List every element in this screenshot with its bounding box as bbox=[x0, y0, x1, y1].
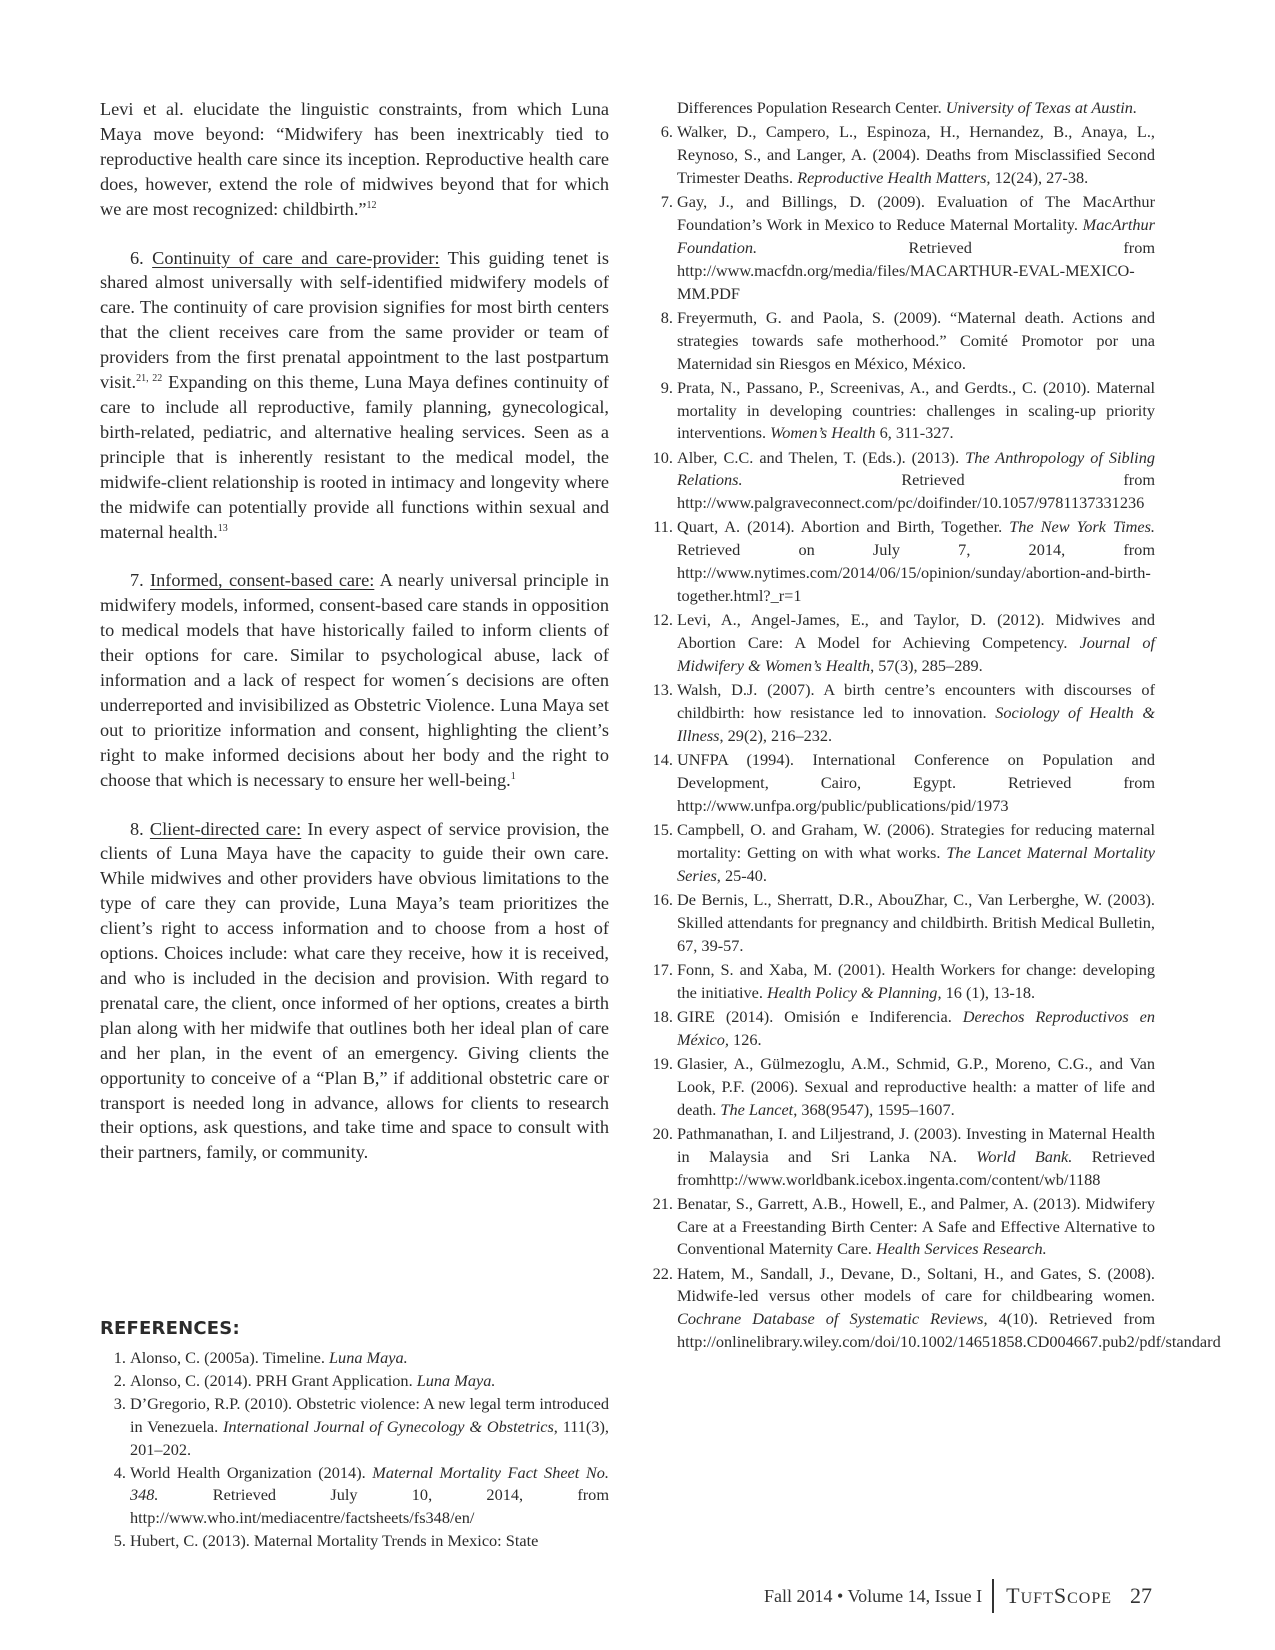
body-column bbox=[100, 97, 609, 1165]
paragraph-informed-consent: 7. Informed, consent-based care: A nearly universal principle in midwifery models, informed, consent-based care stands in opposition to medical models that have historically failed to inform clients of their options for care. Similar to psychological abuse, lack of information and a lack of respect for women´s decisions are often underreported and invisibilized as Obstetric Violence. Luna Maya set out to prioritize information and consent, highlighting the client’s right to make informed decisions about her body and the right to choose that which is necessary to ensure her well-being.$^1$ bbox=[100, 570, 609, 790]
reference-item: 10. Alber, C.C. and Thelen, T. (Eds.). (2013). The Anthropology of Sibling Relations. Retrieved from http://www.palgraveconnect.com/pc/doifinder/10.1057/9781137331236 bbox=[652, 447, 1155, 513]
reference-item: 15. Campbell, O. and Graham, W. (2006). Strategies for reducing maternal mortality: Getting on with what works. The Lancet Maternal Mortality Series, 25-40. bbox=[652, 819, 1155, 885]
reference-item: 3. D’Gregorio, R.P. (2010). Obstetric violence: A new legal term introduced in Venezuela. International Journal of Gynecology & Obstetrics, 111(3), 201–202. bbox=[113, 1393, 609, 1459]
reference-item: 16. De Bernis, L., Sherratt, D.R., AbouZhar, C., Van Lerberghe, W. (2003). Skilled attendants for pregnancy and childbirth. British Medical Bulletin, 67, 39-57. bbox=[652, 889, 1155, 955]
reference-item: 18. GIRE (2014). Omisión e Indiferencia. Derechos Reproductivos en México, 126. bbox=[652, 1006, 1155, 1049]
reference-item: 19. Glasier, A., Gülmezoglu, A.M., Schmid, G.P., Moreno, C.G., and Van Look, P.F. (2006). Sexual and reproductive health: a matter of life and death. The Lancet, 368(9547), 1595–1607. bbox=[652, 1053, 1155, 1119]
heading-continuity: Continuity of care and care-provider: bbox=[152, 247, 440, 268]
reference-item: 6. Walker, D., Campero, L., Espinoza, H., Hernandez, B., Anaya, L., Reynoso, S., and Langer, A. (2004). Deaths from Misclassified Second Trimester Deaths. Reproductive Health Matters, 12(24), 27-38. bbox=[660, 122, 1155, 187]
paragraph-client-directed: 8. Client-directed care: In every aspect of service provision, the clients of Luna Maya have the capacity to guide their own care. While midwives and other providers have obvious limitations to the type of care they can provide, Luna Maya’s team prioritizes the client’s right to access information and to choose from a host of options. Choices include: what care they receive, how it is received, and who is included in the decision and provision. With regard to prenatal care, the client, once informed of her options, creates a birth plan along with her midwife that outlines both her ideal plan of care and her plan, in the event of an emergency. Giving clients the opportunity to conceive of a “Plan B,” if additional obstetric care or transport is needed long in advance, allows for clients to research their options, ask questions, and take time and space to consult with their partners, family, or community. bbox=[100, 818, 609, 1163]
reference-item: 12. Levi, A., Angel-James, E., and Taylor, D. (2012). Midwives and Abortion Care: A Model for Achieving Competency. Journal of Midwifery & Women’s Health, 57(3), 285–289. bbox=[652, 610, 1155, 676]
reference-item: 9. Prata, N., Passano, P., Screenivas, A., and Gerdts., C. (2010). Maternal mortality in developing countries: challenges in scaling-up priority interventions. Women’s Health 6, 311-327. bbox=[660, 377, 1155, 443]
page-footer bbox=[600, 1576, 1152, 1616]
reference-list-right bbox=[649, 97, 1221, 1355]
paragraph-intro: Levi et al. elucidate the linguistic constraints, from which Luna Maya move beyond: “Midwifery has been inextricably tied to reproductive health care since its inception. Reproductive health care does, however, extend the role of midwives beyond that for which we are most recognized: childbirth.”$^{12}$ bbox=[100, 99, 609, 219]
footer-divider bbox=[992, 1579, 994, 1613]
paragraph-continuity: 6. Continuity of care and care-provider: This guiding tenet is shared almost universally with self-identified midwifery models of care. The continuity of care provision signifies for most birth centers that the client receives care from the same provider or team of providers from the first prenatal appointment to the last postpartum visit.$^{21, 22}$ Expanding on this theme, Luna Maya defines continuity of care to include all reproductive, family planning, gynecological, birth-related, pediatric, and alternative healing services. Seen as a principle that is inherently resistant to the medical model, the midwife-client relationship is rooted in intimacy and longevity where the midwife can potentially provide all functions within sexual and maternal health.$^{13}$ bbox=[100, 247, 610, 542]
reference-item: 17. Fonn, S. and Xaba, M. (2001). Health Workers for change: developing the initiative. Health Policy & Planning, 16 (1), 13-18. bbox=[652, 959, 1155, 1002]
references-heading: REFERENCES: bbox=[100, 1318, 240, 1339]
reference-item: 14. UNFPA (1994). International Conference on Population and Development, Cairo, Egypt. Retrieved from http://www.unfpa.org/public/publications/pid/1973 bbox=[652, 750, 1155, 815]
heading-client-directed: Client-directed care: bbox=[149, 818, 302, 839]
reference-item: 7. Gay, J., and Billings, D. (2009). Evaluation of The MacArthur Foundation’s Work in Mexico to Reduce Maternal Mortality. MacArthur Foundation. Retrieved from http://www.macfdn.org/media/files/MACARTHUR-EVAL-MEXICO-MM.PDF bbox=[660, 192, 1155, 303]
reference-item: 4. World Health Organization (2014). Maternal Mortality Fact Sheet No. 348. Retrieved July 10, 2014, from http://www.who.int/mediacentre/factsheets/fs348/en/ bbox=[113, 1462, 609, 1528]
reference-item: 11. Quart, A. (2014). Abortion and Birth, Together. The New York Times. Retrieved on July 7, 2014, from http://www.nytimes.com/2014/06/15/opinion/sunday/abortion-and-birth-together.html?_r=1 bbox=[653, 517, 1155, 606]
page-number: 27 bbox=[1130, 1583, 1152, 1608]
reference-item: 22. Hatem, M., Sandall, J., Devane, D., Soltani, H., and Gates, S. (2008). Midwife-led versus other models of care for childbearing women. Cochrane Database of Systematic Reviews, 4(10). Retrieved from http://onlinelibrary.wiley.com/doi/10.1002/14651858.CD004667.pub2/pdf/standard bbox=[652, 1263, 1221, 1352]
reference-item-continued: Differences Population Research Center. University of Texas at Austin. bbox=[677, 98, 1138, 117]
reference-item: 21. Benatar, S., Garrett, A.B., Howell, E., and Palmer, A. (2013). Midwifery Care at a Freestanding Birth Center: A Safe and Effective Alternative to Conventional Maternity Care. Health Services Research. bbox=[652, 1193, 1155, 1259]
reference-item: 1. Alonso, C. (2005a). Timeline. Luna Maya. bbox=[113, 1348, 408, 1367]
heading-informed-consent: Informed, consent-based care: bbox=[150, 570, 375, 591]
reference-item: 20. Pathmanathan, I. and Liljestrand, J. (2003). Investing in Maternal Health in Malaysia and Sri Lanka NA. World Bank. Retrieved fromhttp://www.worldbank.icebox.ingenta.com/content/wb/1188 bbox=[652, 1123, 1155, 1189]
publication-brand: TUFTSCOPE bbox=[1006, 1583, 1112, 1608]
reference-item: 2. Alonso, C. (2014). PRH Grant Application. Luna Maya. bbox=[113, 1370, 496, 1390]
reference-item: 8. Freyermuth, G. and Paola, S. (2009). “Maternal death. Actions and strategies towards safe motherhood.” Comité Promotor por una Maternidad sin Riesgos en México, México. bbox=[660, 307, 1155, 373]
reference-item: 13. Walsh, D.J. (2007). A birth centre’s encounters with discourses of childbirth: how resistance led to innovation. Sociology of Health & Illness, 29(2), 216–232. bbox=[652, 680, 1155, 745]
reference-item: 5. Hubert, C. (2013). Maternal Mortality Trends in Mexico: State bbox=[113, 1531, 539, 1551]
issue-label: Fall 2014 • Volume 14, Issue I bbox=[764, 1585, 983, 1606]
reference-list-left bbox=[100, 1347, 609, 1553]
